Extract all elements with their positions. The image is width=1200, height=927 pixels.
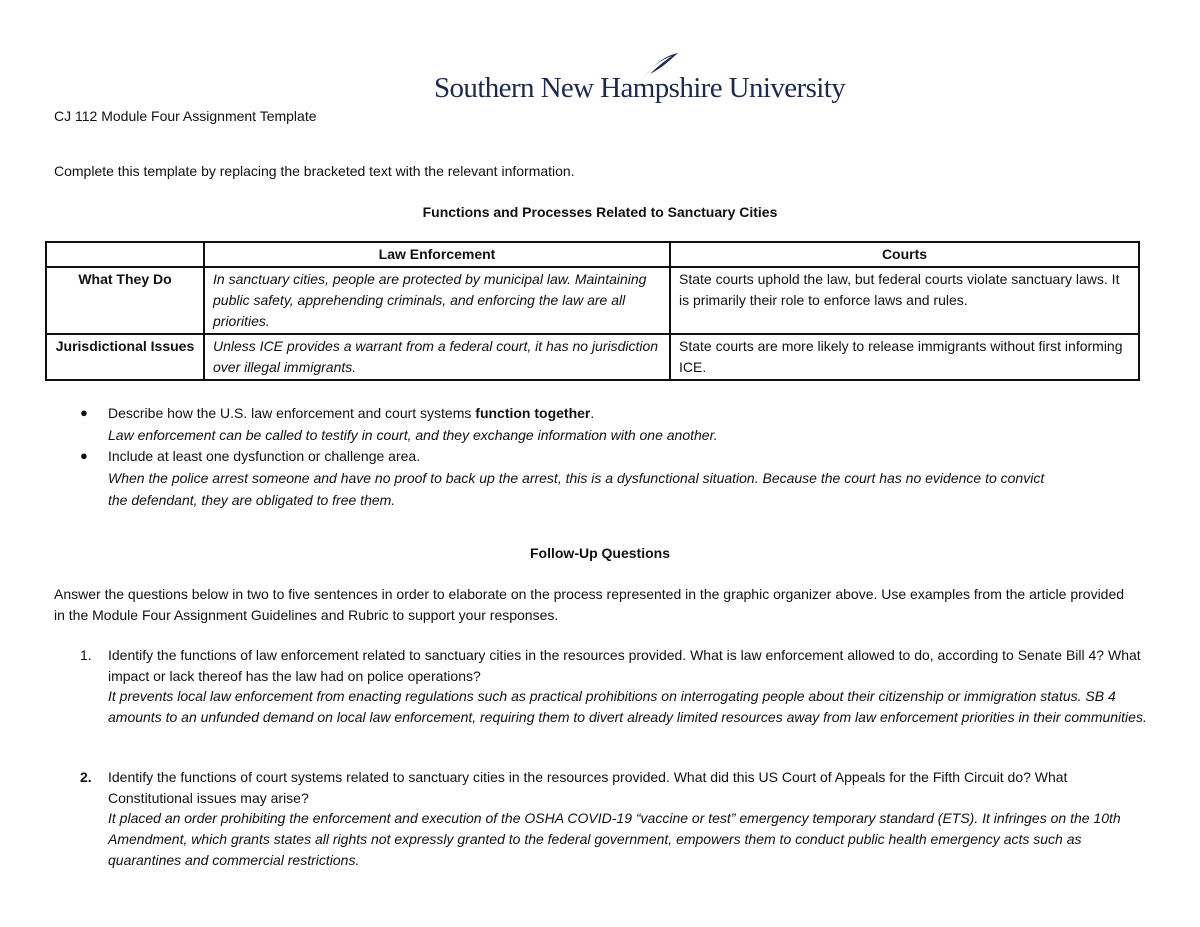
question-item	[108, 767, 1148, 871]
snhu-logo	[434, 52, 846, 104]
answer-text: It prevents local law enforcement from enacting regulations such as practical prohibitions on interrogating people about their citizenship or immigration status. SB 4 amounts to an unfunded demand on local law enforcement, requiring them to divert already limited resources away from law enforcement priorities in their communities.	[108, 688, 1147, 726]
followup-heading: Follow-Up Questions	[530, 545, 670, 561]
followup-intro: Answer the questions below in two to five sentences in order to elaborate on the process represented in the graphic organizer above. Use examples from the article provided in the Module Four Assignment Guidelines and Rubric to support your responses.	[54, 586, 1125, 623]
quill-icon	[640, 52, 680, 82]
row-label-what-they-do: What They Do	[46, 267, 204, 334]
bullet-prompt-end: .	[590, 405, 595, 421]
cell-law-enforcement-jurisdiction: Unless ICE provides a warrant from a federal court, it has no jurisdiction over illegal immigrants.	[204, 334, 670, 380]
question-text: Identify the functions of law enforcement related to sanctuary cities in the resources provided. What is law enforcement allowed to do, according to Senate Bill 4? What impact or lack thereof has the law had on police operations?	[108, 647, 1141, 684]
question-number: 2.	[80, 769, 92, 785]
bullet-prompt-text: Describe how the U.S. law enforcement and court systems	[108, 405, 476, 421]
cell-courts-jurisdiction: State courts are more likely to release immigrants without first informing ICE.	[670, 334, 1139, 380]
bullet-prompt: Include at least one dysfunction or challenge area.	[108, 448, 421, 464]
table-heading: Functions and Processes Related to Sanctuary Cities	[422, 204, 778, 220]
bullet-icon: ●	[80, 405, 88, 420]
column-header-law-enforcement: Law Enforcement	[204, 242, 670, 267]
column-header-blank	[46, 242, 204, 267]
column-header-courts: Courts	[670, 242, 1139, 267]
logo-wordmark: Southern New Hampshire University	[434, 72, 846, 104]
bullet-icon: ●	[80, 448, 88, 463]
bullet-answer: Law enforcement can be called to testify in court, and they exchange information with one another.	[108, 427, 718, 443]
instructions-text: Complete this template by replacing the bracketed text with the relevant information.	[54, 163, 575, 179]
question-text: Identify the functions of court systems related to sanctuary cities in the resources provided. What did this US Court of Appeals for the Fifth Circuit do? What Constitutional issues may arise?	[108, 769, 1068, 806]
table-header-row	[46, 242, 1139, 267]
bullet-prompt-bold: function together	[475, 405, 591, 421]
cell-courts-what-they-do: State courts uphold the law, but federal courts violate sanctuary laws. It is primarily their role to enforce laws and rules.	[670, 267, 1139, 334]
cell-law-enforcement-what-they-do: In sanctuary cities, people are protected by municipal law. Maintaining public safety, apprehending criminals, and enforcing the law are all priorities.	[204, 267, 670, 334]
bullet-answer: When the police arrest someone and have no proof to back up the arrest, this is a dysfunctional situation. Because the court has no evidence to convict	[108, 470, 1045, 486]
bullet-answer: the defendant, they are obligated to free them.	[108, 492, 396, 508]
question-item	[108, 645, 1148, 728]
document-title: CJ 112 Module Four Assignment Template	[54, 108, 317, 124]
row-label-jurisdictional-issues: Jurisdictional Issues	[46, 334, 204, 380]
table-row	[46, 334, 1139, 380]
table-row	[46, 267, 1139, 334]
organizer-table	[45, 241, 1140, 381]
bullet-prompt	[108, 402, 594, 424]
answer-text: It placed an order prohibiting the enforcement and execution of the OSHA COVID-19 “vaccine or test” emergency temporary standard (ETS). It infringes on the 10th Amendment, which grants states all rights not expressly granted to the federal government, empowers them to conduct public health emergency acts such as quarantines and commercial restrictions.	[108, 810, 1121, 868]
question-number: 1.	[80, 647, 92, 663]
